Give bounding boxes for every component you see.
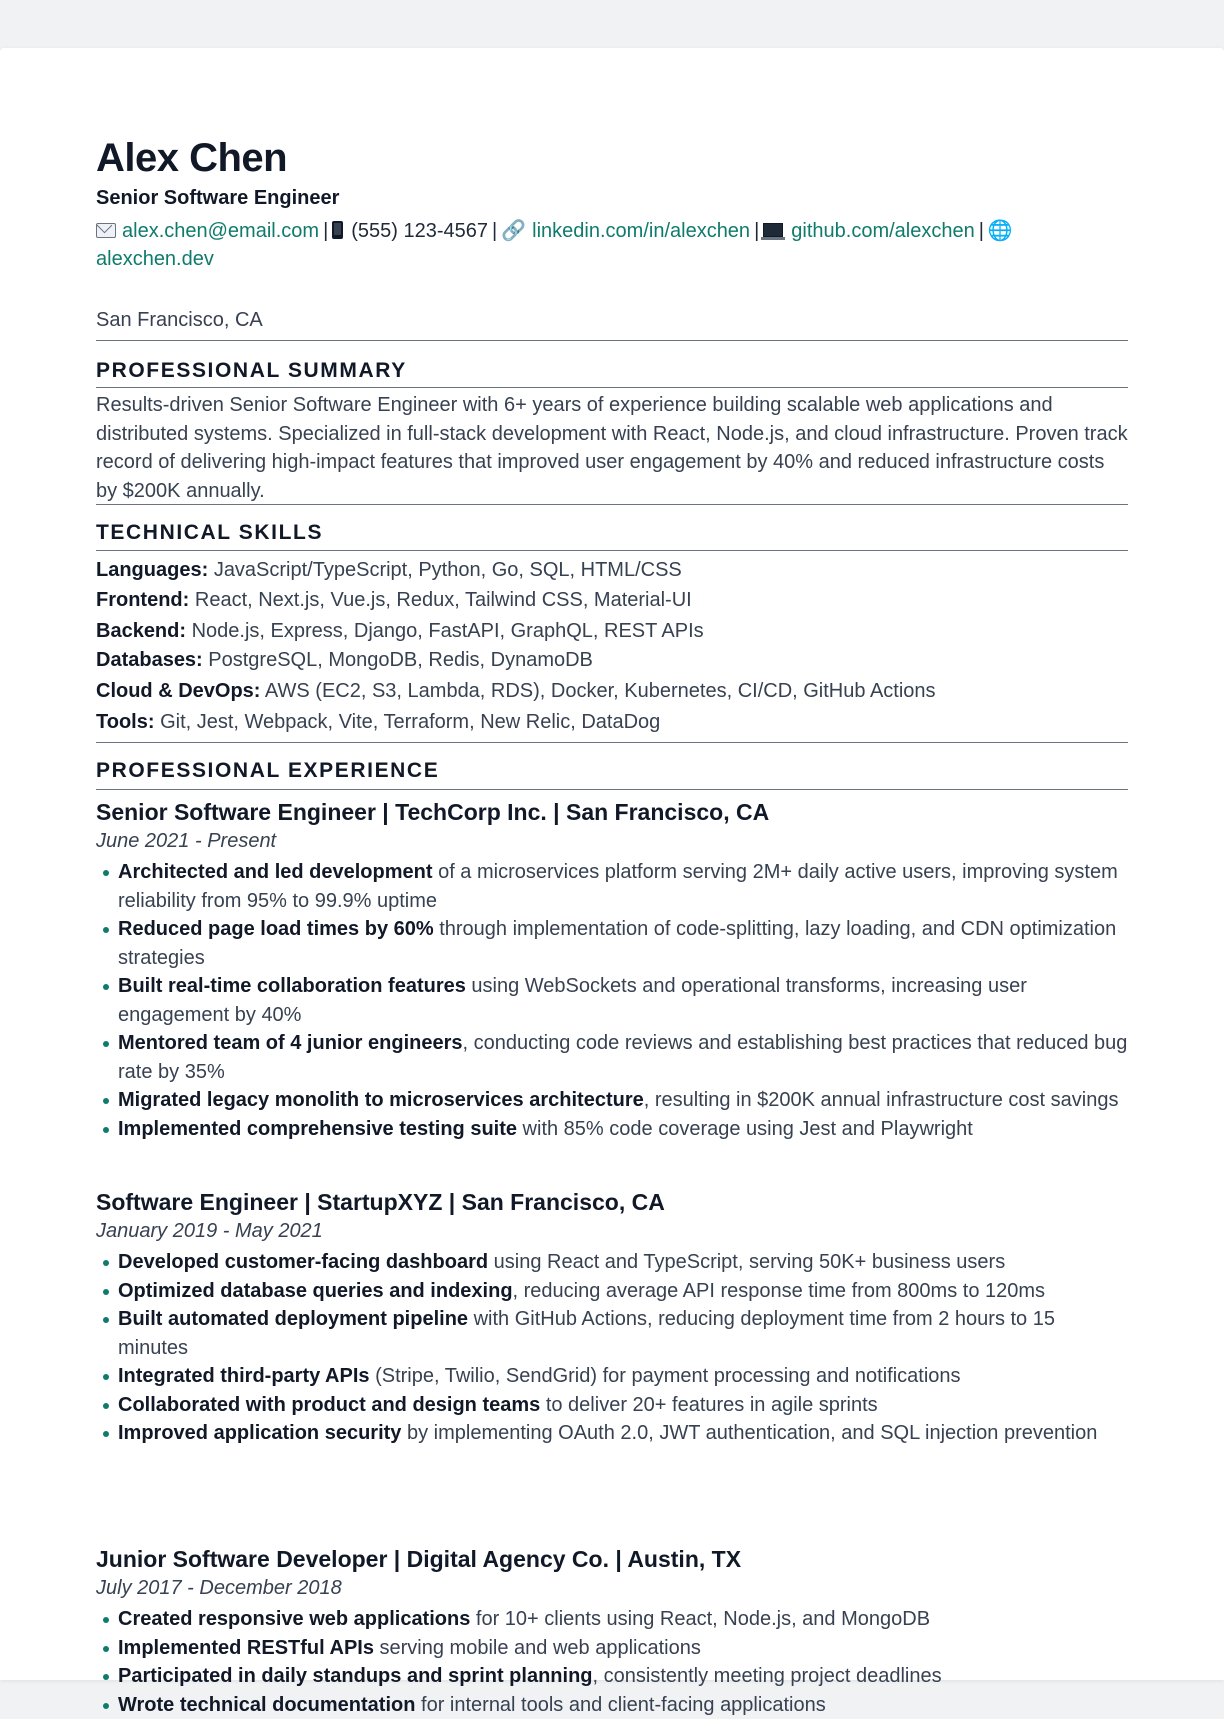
bullet-text: (Stripe, Twilio, SendGrid) for payment processing and notifications xyxy=(370,1365,961,1387)
email-icon xyxy=(96,223,116,238)
skill-row-tools xyxy=(96,708,660,736)
bullet-highlight: Built automated deployment pipeline xyxy=(118,1308,468,1330)
separator: | xyxy=(319,220,332,242)
phone-number: (555) 123-4567 xyxy=(351,220,488,242)
summary-text: Results-driven Senior Software Engineer with 6+ years of experience building scalable web applications and distributed systems. Specialized in full-stack development with React, Node.js, and cloud infrastructure. Proven track record of delivering high-impact features that improved user engagement by 40% and reduced infrastructure costs by $200K annually. xyxy=(96,391,1128,505)
bullet-highlight: Wrote technical documentation xyxy=(118,1694,415,1716)
bullet-highlight: Mentored team of 4 junior engineers xyxy=(118,1032,463,1054)
bullet-highlight: Migrated legacy monolith to microservices architecture xyxy=(118,1089,644,1111)
skill-value: JavaScript/TypeScript, Python, Go, SQL, HTML/CSS xyxy=(214,559,682,581)
list-item xyxy=(96,1691,1128,1719)
divider xyxy=(96,504,1128,505)
list-item xyxy=(96,1115,1128,1144)
job-bullets xyxy=(96,1605,1128,1719)
job-dates: July 2017 - December 2018 xyxy=(96,1574,342,1602)
job-title: Software Engineer | StartupXYZ | San Francisco, CA xyxy=(96,1187,665,1217)
bullet-text: , consistently meeting project deadlines xyxy=(593,1665,942,1687)
bullet-text: with GitHub Actions, reducing deployment time from 2 hours to 15 minutes xyxy=(118,1308,1055,1359)
list-item xyxy=(96,1662,1128,1691)
divider xyxy=(96,387,1128,388)
bullet-highlight: Created responsive web applications xyxy=(118,1608,470,1630)
bullet-highlight: Developed customer-facing dashboard xyxy=(118,1251,488,1273)
skill-label: Frontend: xyxy=(96,589,189,611)
bullet-text: for 10+ clients using React, Node.js, and MongoDB xyxy=(470,1608,930,1630)
bullet-text: , resulting in $200K annual infrastructure cost savings xyxy=(644,1089,1119,1111)
skill-row-databases xyxy=(96,646,593,674)
skill-label: Cloud & DevOps: xyxy=(96,680,260,702)
bullet-highlight: Implemented RESTful APIs xyxy=(118,1637,374,1659)
skill-label: Tools: xyxy=(96,711,155,733)
bullet-highlight: Implemented comprehensive testing suite xyxy=(118,1118,517,1140)
globe-icon: 🌐 xyxy=(988,218,1013,242)
candidate-title: Senior Software Engineer xyxy=(96,185,339,211)
email-link[interactable]: alex.chen@email.com xyxy=(122,220,319,242)
bullet-text: , reducing average API response time from 800ms to 120ms xyxy=(513,1280,1046,1302)
bullet-highlight: Participated in daily standups and sprint planning xyxy=(118,1665,593,1687)
candidate-name: Alex Chen xyxy=(96,134,287,182)
bullet-text: by implementing OAuth 2.0, JWT authentication, and SQL injection prevention xyxy=(401,1422,1097,1444)
skill-value: Git, Jest, Webpack, Vite, Terraform, New Relic, DataDog xyxy=(160,711,660,733)
skill-value: PostgreSQL, MongoDB, Redis, DynamoDB xyxy=(208,649,593,671)
skill-value: AWS (EC2, S3, Lambda, RDS), Docker, Kubernetes, CI/CD, GitHub Actions xyxy=(265,680,936,702)
bullet-text: using React and TypeScript, serving 50K+ business users xyxy=(488,1251,1005,1273)
link-icon: 🔗 xyxy=(501,218,526,242)
job-title: Junior Software Developer | Digital Agency Co. | Austin, TX xyxy=(96,1544,741,1574)
bullet-highlight: Architected and led development xyxy=(118,861,433,883)
laptop-icon xyxy=(763,223,783,237)
skill-value: Node.js, Express, Django, FastAPI, GraphQL, REST APIs xyxy=(192,620,704,642)
skill-row-languages xyxy=(96,556,682,584)
separator: | xyxy=(750,220,763,242)
phone-icon xyxy=(332,221,343,239)
job-bullets xyxy=(96,858,1128,1143)
job-title: Senior Software Engineer | TechCorp Inc. | San Francisco, CA xyxy=(96,797,769,827)
bullet-text: , conducting code reviews and establishing best practices that reduced bug rate by 35% xyxy=(118,1032,1127,1083)
contact-line xyxy=(96,216,1128,273)
bullet-text: to deliver 20+ features in agile sprints xyxy=(540,1394,877,1416)
job-dates: January 2019 - May 2021 xyxy=(96,1217,323,1245)
list-item xyxy=(96,1305,1128,1362)
skill-label: Languages: xyxy=(96,559,208,581)
list-item xyxy=(96,1029,1128,1086)
skill-row-frontend xyxy=(96,586,692,614)
skill-value: React, Next.js, Vue.js, Redux, Tailwind CSS, Material-UI xyxy=(195,589,692,611)
bullet-highlight: Integrated third-party APIs xyxy=(118,1365,370,1387)
skill-row-backend xyxy=(96,617,704,645)
bullet-highlight: Built real-time collaboration features xyxy=(118,975,466,997)
skills-heading: TECHNICAL SKILLS xyxy=(96,519,323,547)
list-item xyxy=(96,915,1128,972)
list-item xyxy=(96,1362,1128,1391)
bullet-text: using WebSockets and operational transforms, increasing user engagement by 40% xyxy=(118,975,1027,1026)
list-item xyxy=(96,1605,1128,1634)
list-item xyxy=(96,1391,1128,1420)
bullet-text: through implementation of code-splitting, lazy loading, and CDN optimization strategies xyxy=(118,918,1116,969)
separator: | xyxy=(488,220,501,242)
resume-page xyxy=(0,48,1224,1680)
list-item xyxy=(96,1419,1128,1448)
bullet-highlight: Optimized database queries and indexing xyxy=(118,1280,513,1302)
bullet-text: for internal tools and client-facing applications xyxy=(415,1694,825,1716)
bullet-text: with 85% code coverage using Jest and Playwright xyxy=(517,1118,973,1140)
divider xyxy=(96,550,1128,551)
bullet-highlight: Improved application security xyxy=(118,1422,401,1444)
job-bullets xyxy=(96,1248,1128,1448)
list-item xyxy=(96,1634,1128,1663)
bullet-highlight: Collaborated with product and design teams xyxy=(118,1394,540,1416)
linkedin-link[interactable]: linkedin.com/in/alexchen xyxy=(532,220,750,242)
skill-row-cloud-devops xyxy=(96,677,936,705)
skill-label: Databases: xyxy=(96,649,203,671)
list-item xyxy=(96,1248,1128,1277)
skill-label: Backend: xyxy=(96,620,186,642)
experience-heading: PROFESSIONAL EXPERIENCE xyxy=(96,757,439,785)
separator: | xyxy=(975,220,988,242)
location: San Francisco, CA xyxy=(96,306,263,334)
divider xyxy=(96,742,1128,743)
list-item xyxy=(96,1086,1128,1115)
job-dates: June 2021 - Present xyxy=(96,827,276,855)
website-link[interactable]: alexchen.dev xyxy=(96,248,214,270)
divider xyxy=(96,340,1128,341)
summary-heading: PROFESSIONAL SUMMARY xyxy=(96,357,407,385)
bullet-text: serving mobile and web applications xyxy=(374,1637,701,1659)
divider xyxy=(96,789,1128,790)
list-item xyxy=(96,972,1128,1029)
github-link[interactable]: github.com/alexchen xyxy=(791,220,974,242)
bullet-highlight: Reduced page load times by 60% xyxy=(118,918,434,940)
list-item xyxy=(96,858,1128,915)
list-item xyxy=(96,1277,1128,1306)
bullet-text: of a microservices platform serving 2M+ daily active users, improving system reliability from 95% to 99.9% uptime xyxy=(118,861,1118,912)
